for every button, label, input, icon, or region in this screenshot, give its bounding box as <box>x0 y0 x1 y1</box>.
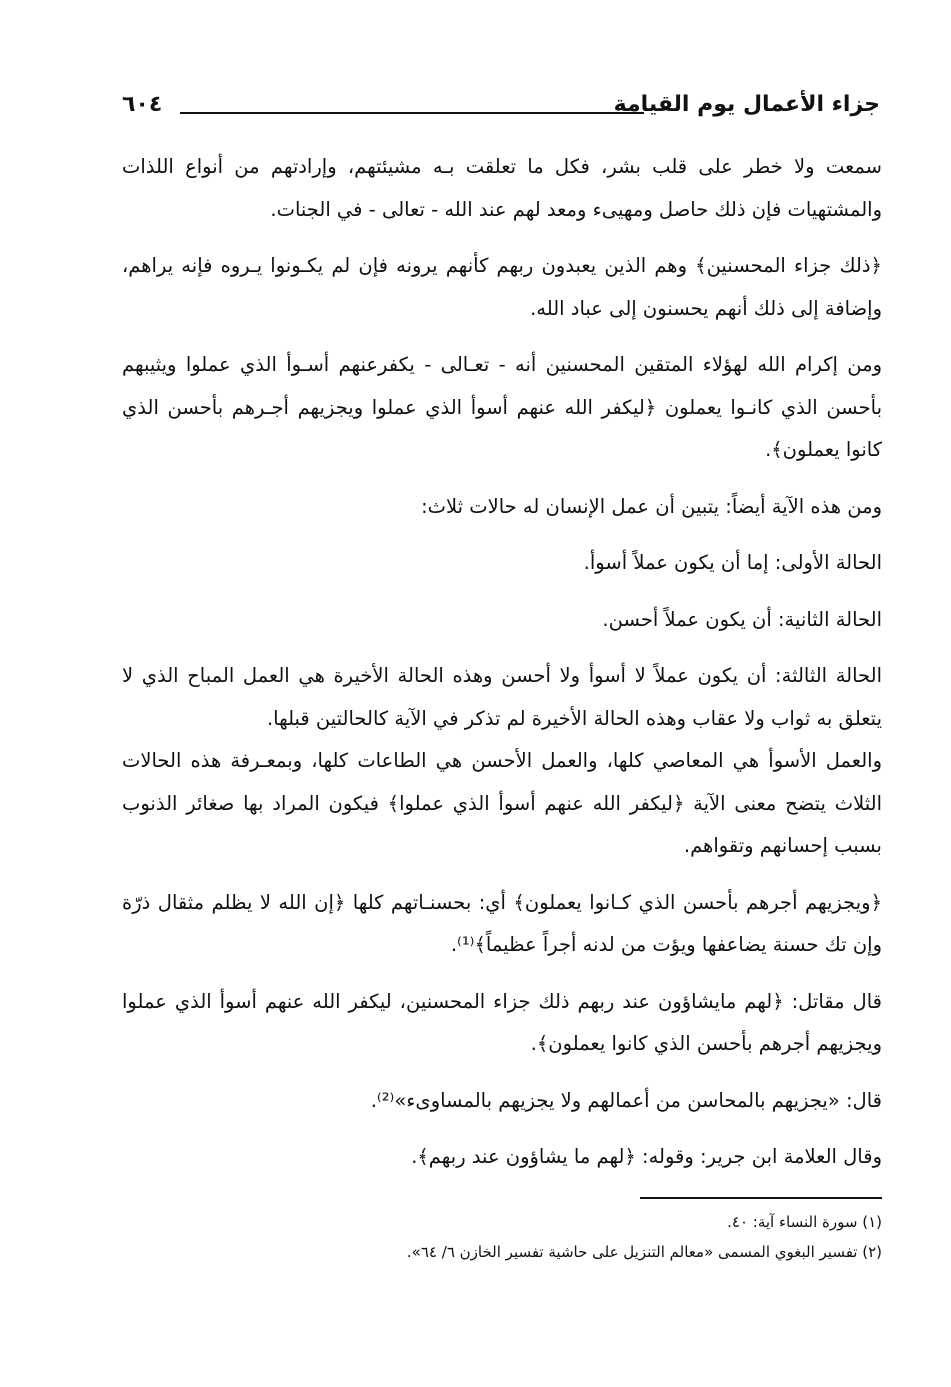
page-number: ٦٠٤ <box>122 92 163 117</box>
paragraph: سمعت ولا خطر على قلب بشر، فكل ما تعلقت بـه مشيئتهم، وإرادتهم من أنواع اللذات والمشتهيات فإن ذلك حاصل ومهيىء ومعد لهم عند الله - تعالى - في الجنات. <box>122 155 882 221</box>
paragraph: الحالة الأولى: إما أن يكون عملاً أسوأ. <box>583 551 882 574</box>
footnote: (١) سورة النساء آية: ٤٠. <box>727 1213 882 1231</box>
paragraph: قال: «يجزيهم بالمحاسن من أعمالهم ولا يجزيهم بالمساوىء»⁽²⁾. <box>370 1088 882 1112</box>
paragraph: قال مقاتل: ﴿لهم مايشاؤون عند ربهم ذلك جزاء المحسنين، ليكفر الله عنهم أسوأ الذي عملوا ويجزيهم أجرهم بأحسن الذي كانوا يعملون﴾. <box>122 989 882 1055</box>
footnote: (٢) تفسير البغوي المسمى «معالم التنزيل على حاشية تفسير الخازن ٦/ ٦٤». <box>406 1243 882 1261</box>
footnote-separator <box>640 1197 882 1199</box>
running-header <box>122 92 880 128</box>
paragraph: الحالة الثالثة: أن يكون عملاً لا أسوأ ولا أحسن وهذه الحالة الأخيرة هي العمل المباح الذي لا يتعلق به ثواب ولا عقاب وهذه الحالة الأخيرة لم تذكر في الآية كالحالتين قبلها. <box>122 664 882 730</box>
paragraph: والعمل الأسوأ هي المعاصي كلها، والعمل الأحسن هي الطاعات كلها، وبمعـرفة هذه الحالات الثلاث يتضح معنى الآية ﴿ليكفر الله عنهم أسوأ الذي عملوا﴾ فيكون المراد بها صغائر الذنوب بسبب إحسانهم وتقواهم. <box>122 749 882 857</box>
paragraph: ومن إكرام الله لهؤلاء المتقين المحسنين أنه - تعـالى - يكفرعنهم أسـوأ الذي عملوا ويثيبهم بأحسن الذي كانـوا يعملون ﴿ليكفر الله عنهم أسوأ الذي عملوا ويجزيهم أجـرهم بأحسن الذي كانوا يعملون﴾. <box>122 353 882 461</box>
header-rule <box>180 112 644 114</box>
paragraph: ﴿ذلك جزاء المحسنين﴾ وهم الذين يعبدون ربهم كأنهم يرونه فإن لم يكـونوا يـروه فإنه يراهم، وإضافة إلى ذلك أنهم يحسنون إلى عباد الله. <box>122 254 882 320</box>
paragraph: وقال العلامة ابن جرير: وقوله: ﴿لهم ما يشاؤون عند ربهم﴾. <box>411 1145 882 1168</box>
footnotes <box>122 1207 882 1267</box>
paragraph: ﴿ويجزيهم أجرهم بأحسن الذي كـانوا يعملون﴾ أي: بحسنـاتهم كلها ﴿إن الله لا يظلم مثقال ذرّة وإن تك حسنة يضاعفها ويؤت من لدنه أجراً عظيماً﴾⁽¹⁾. <box>122 890 882 956</box>
paragraph: الحالة الثانية: أن يكون عملاً أحسن. <box>602 607 882 631</box>
header-title: جزاء الأعمال يوم القيامة <box>613 92 880 117</box>
paragraph: ومن هذه الآية أيضاً: يتبين أن عمل الإنسان له حالات ثلاث: <box>421 494 882 518</box>
body-text <box>122 146 882 1179</box>
